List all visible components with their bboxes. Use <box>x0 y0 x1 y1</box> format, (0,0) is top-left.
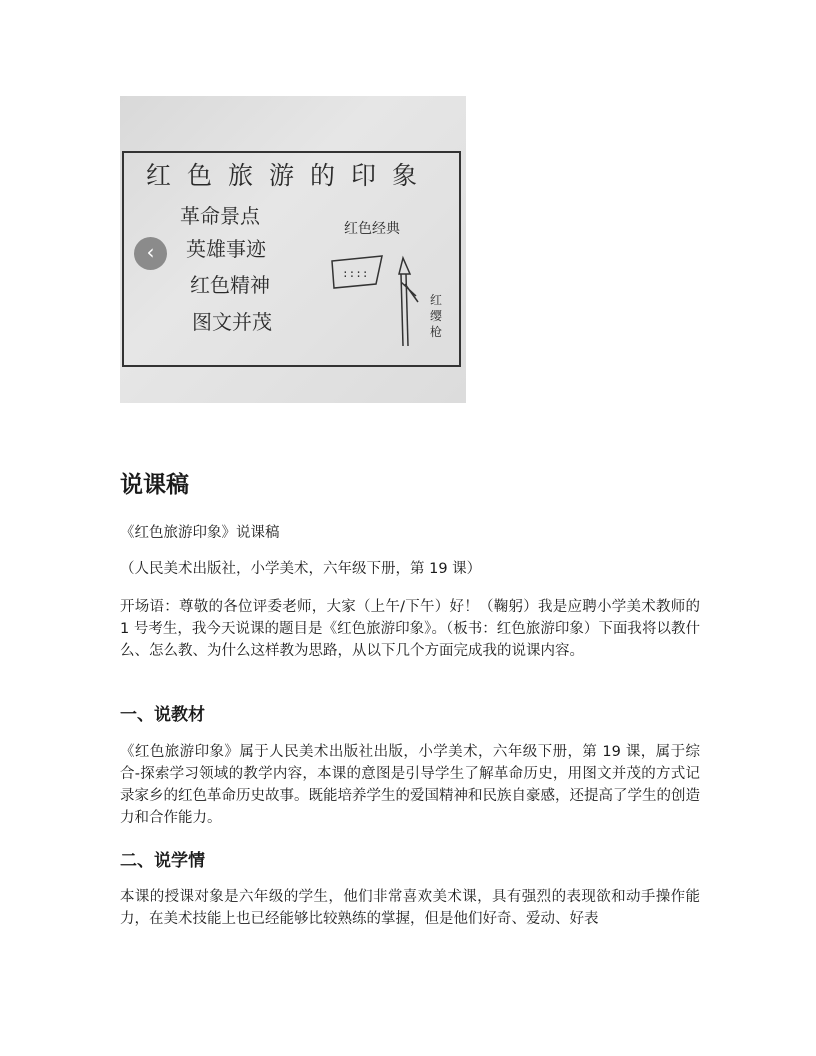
chevron-left-icon: ‹ <box>146 240 155 264</box>
doc-title-line: 《红色旅游印象》说课稿 <box>120 525 280 541</box>
board-line-2: 英雄事迹 <box>186 237 266 261</box>
page-title: 说课稿 <box>120 472 189 498</box>
side-label-3: 枪 <box>430 325 443 339</box>
spear-sketch <box>399 258 418 346</box>
flag-sketch <box>332 256 382 288</box>
board-line-3: 红色精神 <box>190 273 270 297</box>
section-heading-textbook: 一、说教材 <box>120 705 205 725</box>
side-label-2: 缨 <box>430 309 443 323</box>
board-line-4: 图文并茂 <box>192 310 272 334</box>
publisher-line: （人民美术出版社，小学美术，六年级下册，第 19 课） <box>120 561 482 577</box>
section-body-textbook: 《红色旅游印象》属于人民美术出版社出版，小学美术，六年级下册，第 19 课，属于综合-探索学习领域的教学内容，本课的意图是引导学生了解革命历史，用图文并茂的方式记录家乡的红色革命历史故事。既能培养学生的爱国精神和民族自豪感，还提高了学生的创造力和合作能力。 <box>120 744 700 826</box>
lesson-board-photo <box>120 96 466 403</box>
blackboard-sketch <box>120 96 466 403</box>
opening-paragraph: 开场语：尊敬的各位评委老师，大家（上午/下午）好！（鞠躬）我是应聘小学美术教师的 1 号考生，我今天说课的题目是《红色旅游印象》。（板书：红色旅游印象）下面我将以教什么、怎么教、为什么这样教为思路，从以下几个方面完成我的说课内容。 <box>120 599 700 659</box>
svg-text:::::: :::: <box>342 267 369 280</box>
side-label-1: 红 <box>430 293 443 307</box>
section-body-students: 本课的授课对象是六年级的学生，他们非常喜欢美术课，具有强烈的表现欲和动手操作能力，在美术技能上也已经能够比较熟练的掌握，但是他们好奇、爱动、好表 <box>120 889 700 927</box>
prev-image-button[interactable] <box>134 237 167 270</box>
board-title: 红色旅游的印象 <box>146 161 434 190</box>
board-line-1: 革命景点 <box>180 204 260 228</box>
section-heading-students: 二、说学情 <box>120 851 205 871</box>
board-label-classic: 红色经典 <box>344 221 400 237</box>
